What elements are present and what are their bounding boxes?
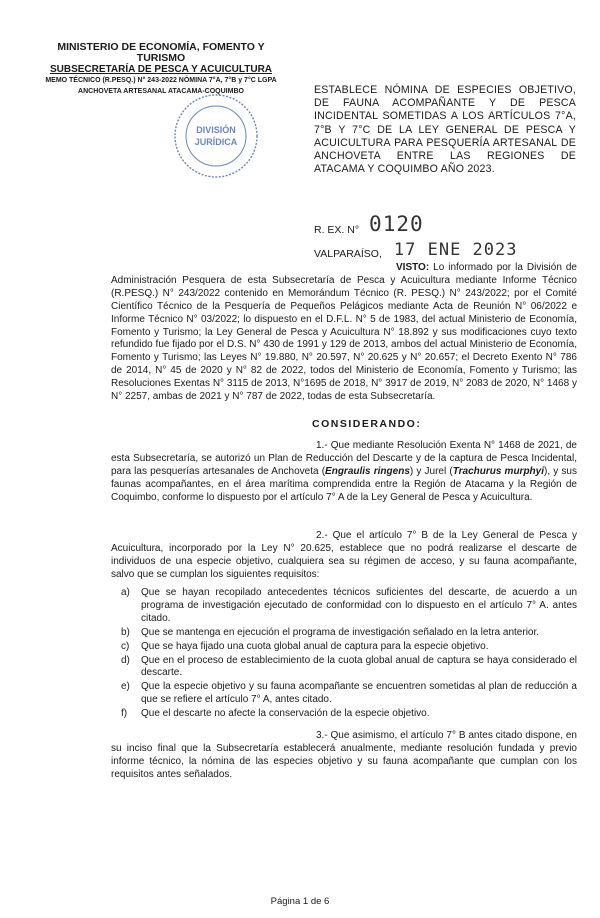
resolution-number: 0120	[369, 212, 424, 236]
considerando-heading: CONSIDERANDO:	[312, 418, 422, 430]
item-text: Que el descarte no afecte la conservación de la especie objetivo.	[141, 708, 430, 720]
item-text: Que se haya fijado una cuota global anual de captura para la especie objetivo.	[141, 640, 489, 652]
c1-text-a: 1.- Que mediante Resolución Exenta N° 1468 de 2021, de esta Subsecretaría, se autorizó un Plan de Reducción del Descarte y de la captura de Pesca Incidental, para las pesquerías artesanales de Anchoveta (	[111, 440, 577, 477]
item-label: c)	[121, 640, 130, 652]
place: VALPARAÍSO,	[314, 248, 382, 260]
stamp-line-2: JURÍDICA	[194, 137, 238, 147]
list-item	[121, 681, 577, 707]
c1-text-c: ), y sus faunas acompañantes, en el área marítima comprendida entre la Región de Atacama y la Región de Coquimbo, conforme lo dispuesto por el artículo 7° A de la Ley General de Pesca y Acuicultura.	[111, 465, 577, 503]
list-item	[121, 587, 577, 626]
species-engraulis: Engraulis ringens	[325, 465, 410, 477]
list-item	[121, 655, 577, 681]
subsecretaria-name: SUBSECRETARÍA DE PESCA Y ACUICULTURA	[49, 64, 273, 75]
place-date-line	[314, 240, 517, 260]
c1-text-b: ) y Jurel (	[409, 465, 453, 477]
resolution-label: R. EX. N°	[314, 224, 360, 236]
memo-reference: MEMO TÉCNICO (R.PESQ.) N° 243-2022 NÓMINA 7°A, 7°B y 7°C LGPA	[45, 77, 277, 84]
resolution-number-line	[314, 212, 424, 236]
considerando-2: 2.- Que el artículo 7° B de la Ley General de Pesca y Acuicultura, incorporado por la Ley N° 20.625, establece que no podrá realizarse el descarte de individuos de una especie objetivo, cualquiera sea su régimen de acceso, y su fauna acompañante, salvo que se cumplan los siguientes requisitos:	[111, 530, 577, 580]
visto-heading: VISTO:	[396, 262, 430, 273]
item-text: Que se mantenga en ejecución el programa de investigación señalado en la letra anterior.	[141, 626, 540, 638]
item-text: Que la especie objetivo y su fauna acompañante se encuentren sometidas al plan de reducción a que se refiere el artículo 7° A, antes citado.	[141, 681, 577, 706]
document-title: ESTABLECE NÓMINA DE ESPECIES OBJETIVO, DE FAUNA ACOMPAÑANTE Y DE PESCA INCIDENTAL SOMETIDAS A LOS ARTÍCULOS 7°A, 7°B Y 7°C DE LA LEY GENERAL DE PESCA Y ACUICULTURA PARA PESQUERÍA ARTESANAL DE ANCHOVETA ENTRE LAS REGIONES DE ATACAMA Y COQUIMBO AÑO 2023.	[314, 84, 576, 176]
item-label: a)	[121, 587, 130, 598]
list-item	[121, 641, 577, 654]
visto-text: Lo informado por la División de Administración Pesquera de esta Subsecretaría de Pesca y Acuicultura mediante Informe Técnico (R.PESQ.) N° 243/2022 contenido en Memorándum Técnico (R. PESQ.) N° 243/2022; por el Comité Científico Técnico de la Pesquería de Pequeños Pelágicos mediante Acta de Reunión N° 06/2022 e Informe Técnico N° 03/2022; lo dispuesto en el D.F.L. N° 5 de 1983, del actual Ministerio de Economía, Fomento y Turismo; la Ley General de Pesca y Acuicultura N° 18.892 y sus modificaciones cuyo texto refundido fue fijado por el D.S. N° 430 de 1991 y 129 de 2013, ambos del actual Ministerio de Economía, Fomento y Turismo; las Leyes N° 19.880, N° 20.597, N° 20.625 y N° 20.657; el Decreto Exento N° 786 de 2014, N° 45 de 2020 y N° 82 de 2022, todos del Ministerio de Economía, Fomento y Turismo; las Resoluciones Exentas N° 3115 de 2013, N°1695 de 2018, N° 3917 de 2019, N° 2083 de 2020, N° 1468 y N° 2257, ambas de 2021 y N° 787 de 2022, todas de esta Subsecretaría.	[111, 262, 577, 403]
ministry-name: MINISTERIO DE ECONOMÍA, FOMENTO Y TURISMO	[57, 41, 265, 64]
memo-reference-2: ANCHOVETA ARTESANAL ATACAMA-COQUIMBO	[78, 88, 244, 95]
item-label: f)	[121, 708, 128, 720]
item-label: d)	[121, 654, 130, 666]
visto-paragraph	[111, 262, 577, 404]
item-label: e)	[121, 681, 130, 693]
considerando-1	[111, 440, 577, 505]
item-text: Que en el proceso de establecimiento de la cuota global anual de captura se haya considerado el descarte.	[141, 654, 577, 679]
species-trachurus: Trachurus murphyi	[452, 465, 545, 477]
requirements-list	[121, 587, 577, 722]
item-label: b)	[121, 626, 130, 638]
item-text: Que se hayan recopilado antecedentes técnicos suficientes del descarte, de acuerdo a un programa de investigación ejecutado de conformidad con lo dispuesto en el artículo 7° A. antes citado.	[141, 587, 577, 624]
page-number: Página 1 de 6	[270, 896, 330, 907]
division-juridica-stamp	[172, 92, 260, 180]
stamp-line-1: DIVISIÓN	[196, 125, 236, 135]
considerando-3: 3.- Que asimismo, el artículo 7° B antes citado dispone, en su inciso final que la Subsecretaría establecerá anualmente, mediante resolución fundada y previo informe técnico, la nómina de las especies objetivo y su fauna acompañante que cumplan con los requisitos antes señalados.	[111, 730, 577, 780]
letterhead	[36, 42, 286, 97]
list-item	[121, 708, 577, 721]
date-stamp: 17 ENE 2023	[393, 240, 518, 260]
list-item	[121, 627, 577, 640]
